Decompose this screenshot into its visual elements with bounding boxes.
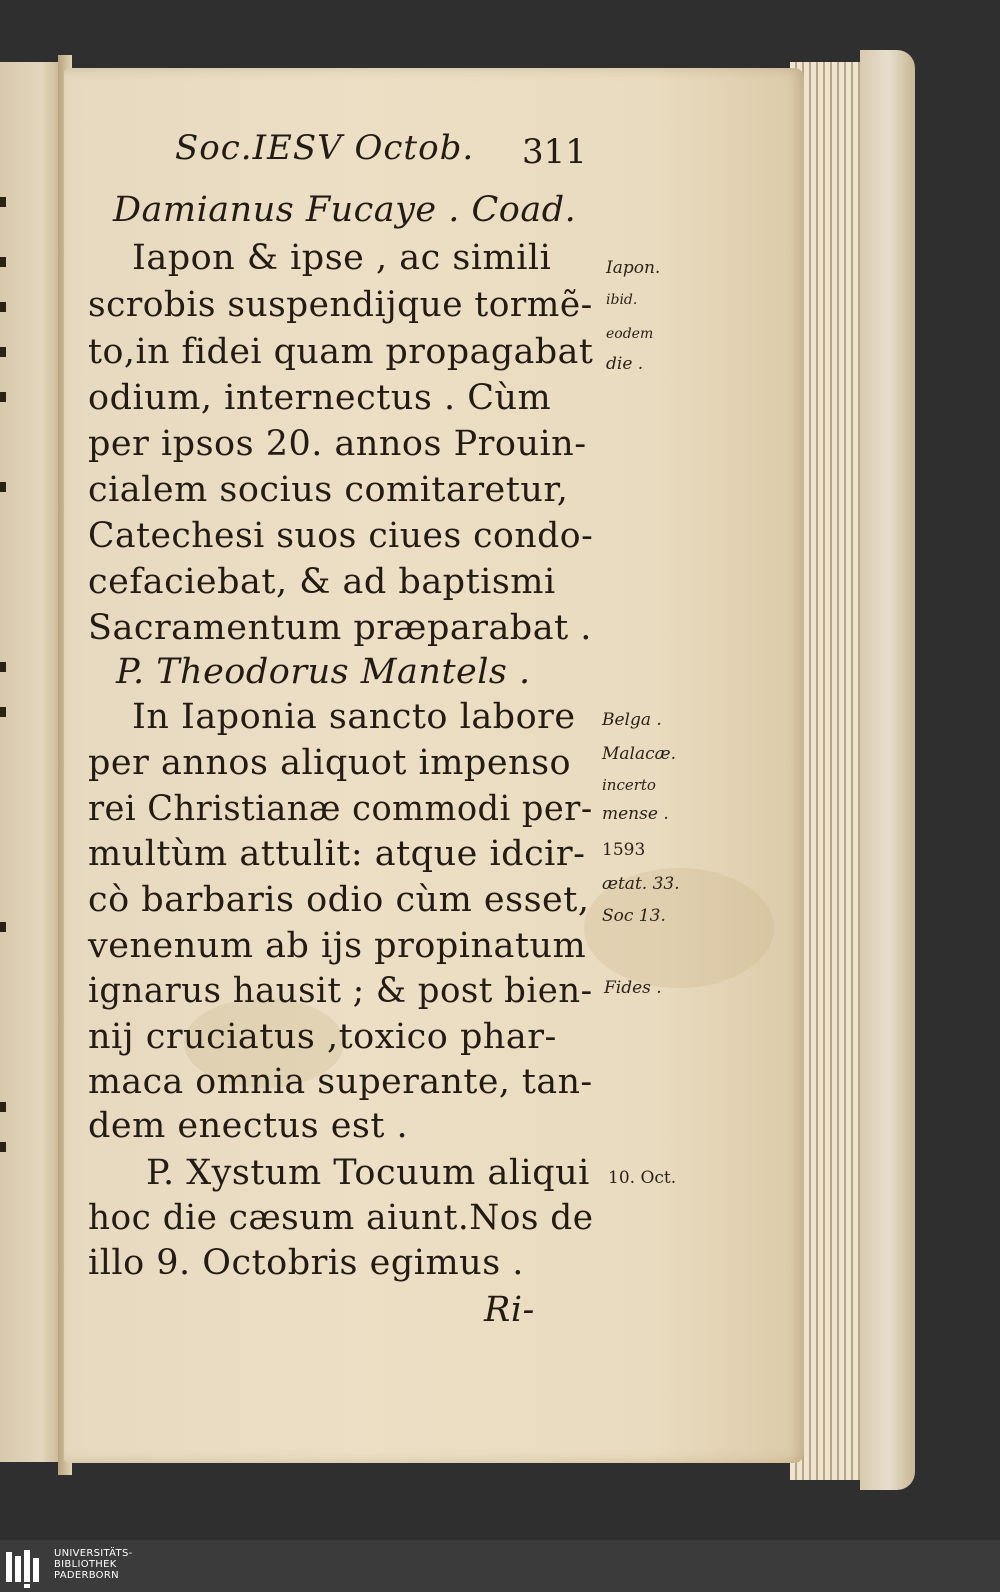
- margin-note: Malacæ.: [602, 744, 677, 764]
- running-header: Soc.IESV Octob.: [175, 128, 475, 168]
- body-line: nij cruciatus ,toxico phar-: [88, 1017, 557, 1057]
- body-line: hoc die cæsum aiunt.Nos de: [88, 1198, 594, 1238]
- margin-note: Iapon.: [606, 258, 661, 278]
- logo-line: UNIVERSITÄTS-: [54, 1548, 133, 1559]
- body-line: Sacramentum præparabat .: [88, 608, 592, 648]
- margin-note: 10. Oct.: [608, 1168, 677, 1188]
- page-number: 311: [522, 132, 587, 172]
- body-line: venenum ab ijs propinatum: [88, 926, 587, 966]
- body-line: maca omnia superante, tan-: [88, 1062, 593, 1102]
- body-line: In Iaponia sancto labore: [132, 697, 576, 737]
- margin-note: ibid.: [606, 292, 638, 308]
- margin-note: incerto: [602, 776, 656, 794]
- left-page-edge: [0, 62, 62, 1462]
- body-line: Catechesi suos ciues condo-: [88, 516, 594, 556]
- body-line: Iapon & ipse , ac simili: [132, 238, 552, 278]
- catchword: Ri-: [484, 1290, 535, 1330]
- library-logo-text: [54, 1548, 133, 1581]
- margin-note: Fides .: [604, 978, 662, 998]
- body-line: cialem socius comitaretur,: [88, 470, 569, 510]
- body-text: [88, 0, 598, 1540]
- margin-note: die .: [606, 354, 644, 374]
- body-line: illo 9. Octobris egimus .: [88, 1243, 524, 1283]
- body-line: P. Theodorus Mantels .: [116, 652, 531, 692]
- body-line: ignarus hausit ; & post bien-: [88, 971, 593, 1011]
- margin-note: mense .: [602, 804, 669, 824]
- body-line: scrobis suspendijque tormẽ-: [88, 285, 593, 325]
- margin-note: ætat. 33.: [602, 874, 680, 894]
- body-line: to,in fidei quam propagabat: [88, 332, 594, 372]
- body-line: P. Xystum Tocuum aliqui: [146, 1153, 590, 1193]
- margin-note: eodem: [606, 326, 654, 342]
- library-footer: [0, 1540, 1000, 1592]
- body-line: odium, internectus . Cùm: [88, 378, 552, 418]
- body-line: Damianus Fucaye . Coad.: [113, 190, 577, 230]
- body-line: dem enectus est .: [88, 1106, 409, 1146]
- book-cover-edge: [860, 50, 915, 1490]
- margin-note: Belga .: [602, 710, 662, 730]
- body-line: rei Christianæ commodi per-: [88, 789, 593, 829]
- library-logo-icon: [4, 1548, 44, 1588]
- body-line: per annos aliquot impenso: [88, 743, 572, 783]
- margin-note: 1593: [602, 840, 646, 860]
- body-line: per ipsos 20. annos Prouin-: [88, 424, 587, 464]
- logo-line: BIBLIOTHEK: [54, 1559, 117, 1570]
- body-line: cò barbaris odio cùm esset,: [88, 880, 590, 920]
- body-line: cefaciebat, & ad baptismi: [88, 562, 556, 602]
- logo-line: PADERBORN: [54, 1570, 119, 1581]
- body-line: multùm attulit: atque idcir-: [88, 834, 586, 874]
- margin-note: Soc 13.: [602, 906, 666, 926]
